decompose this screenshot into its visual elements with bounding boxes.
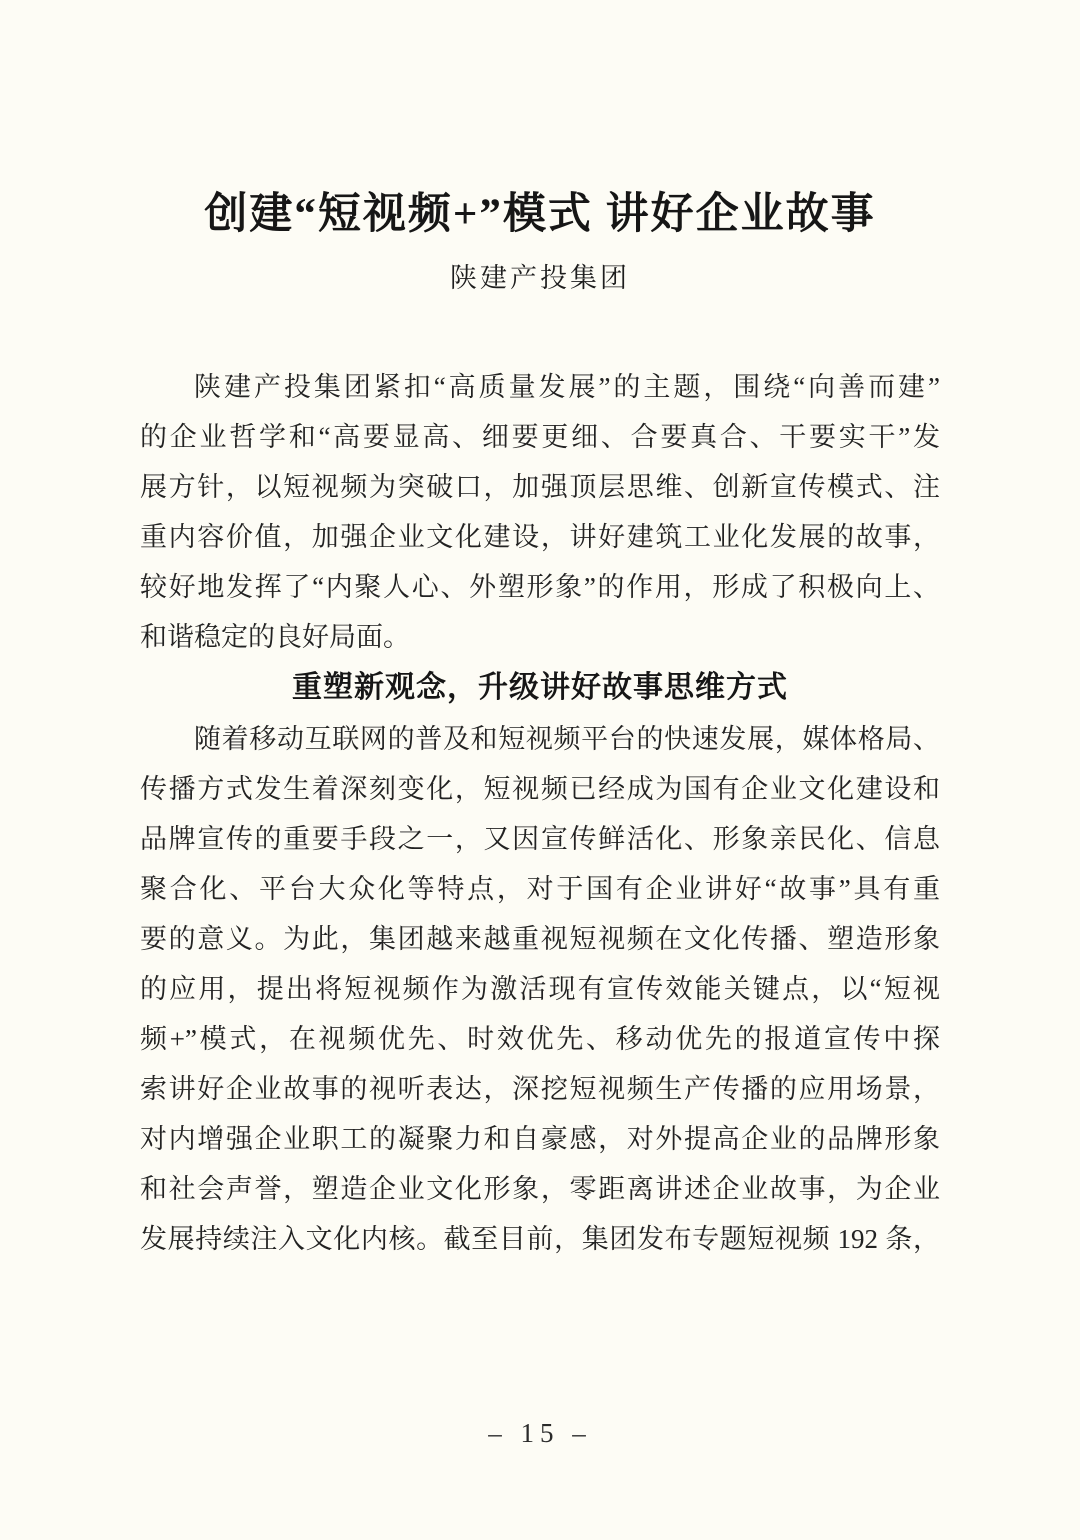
text-line: 频+”模式，在视频优先、时效优先、移动优先的报道宣传中探 [140, 1024, 940, 1054]
text-line: 较好地发挥了“内聚人心、外塑形象”的作用，形成了积极向上、 [140, 572, 940, 602]
text-line: 和谐稳定的良好局面。 [140, 622, 410, 652]
text-line: 要的意义。为此，集团越来越重视短视频在文化传播、塑造形象 [140, 924, 940, 954]
text-line: 随着移动互联网的普及和短视频平台的快速发展，媒体格局、 [194, 724, 940, 754]
text-line: 聚合化、平台大众化等特点，对于国有企业讲好“故事”具有重 [140, 874, 940, 904]
text-line: 和社会声誉，塑造企业文化形象，零距离讲述企业故事，为企业 [140, 1174, 940, 1204]
document-body [140, 362, 940, 1264]
text-line: 陕建产投集团紧扣“高质量发展”的主题，围绕“向善而建” [194, 372, 940, 402]
text-line: 传播方式发生着深刻变化，短视频已经成为国有企业文化建设和 [140, 774, 940, 804]
text-line: 索讲好企业故事的视听表达，深挖短视频生产传播的应用场景， [140, 1074, 940, 1104]
byline: 陕建产投集团 [450, 263, 630, 293]
paragraph-1 [140, 362, 940, 662]
text-line: 发展持续注入文化内核。截至目前，集团发布专题短视频 192 条， [140, 1224, 940, 1254]
text-line: 的应用，提出将短视频作为激活现有宣传效能关键点，以“短视 [140, 974, 940, 1004]
page-number: – 15 – [488, 1418, 592, 1448]
text-line: 品牌宣传的重要手段之一，又因宣传鲜活化、形象亲民化、信息 [140, 824, 940, 854]
text-line: 的企业哲学和“高要显高、细要更细、合要真合、干要实干”发 [140, 422, 940, 452]
section-heading: 重塑新观念，升级讲好故事思维方式 [292, 671, 788, 704]
page-title: 创建“短视频+”模式 讲好企业故事 [204, 191, 876, 238]
text-line: 对内增强企业职工的凝聚力和自豪感，对外提高企业的品牌形象 [140, 1124, 940, 1154]
paragraph-2 [140, 714, 940, 1264]
text-line: 展方针，以短视频为突破口，加强顶层思维、创新宣传模式、注 [140, 472, 940, 502]
text-line: 重内容价值，加强企业文化建设，讲好建筑工业化发展的故事， [140, 522, 940, 552]
